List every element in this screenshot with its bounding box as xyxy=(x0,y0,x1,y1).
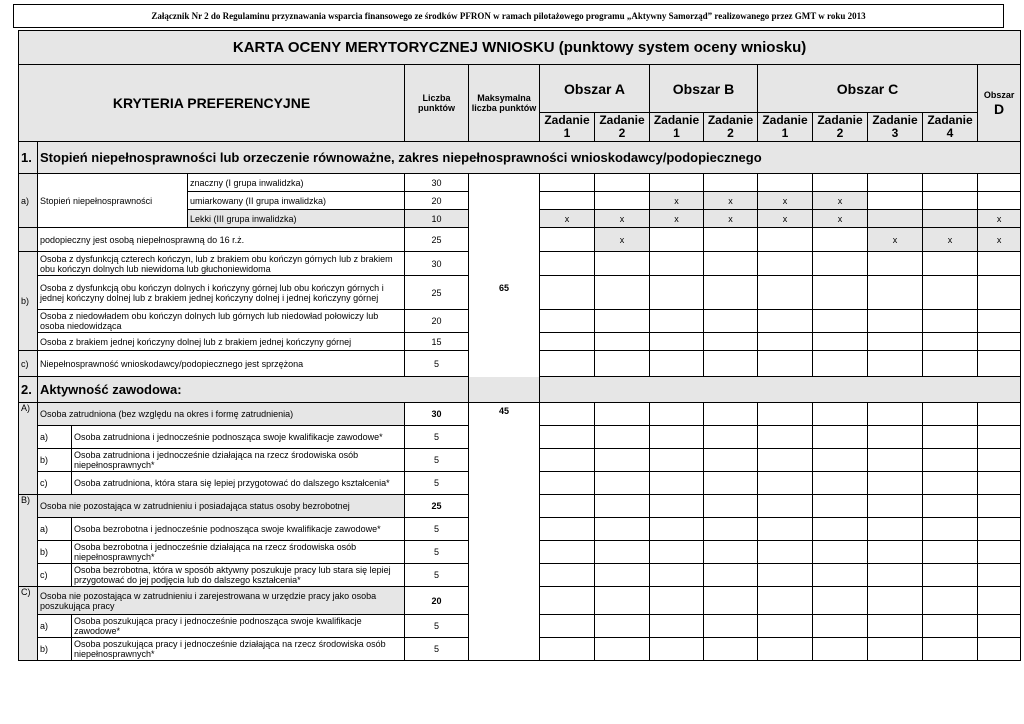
criterion-points: 20 xyxy=(405,192,469,210)
mark-cell xyxy=(704,495,758,518)
mark-cell xyxy=(868,403,923,426)
mark-cell: x xyxy=(758,210,813,228)
mark-cell xyxy=(704,333,758,351)
mark-cell xyxy=(758,228,813,252)
mark-cell xyxy=(758,541,813,564)
mark-cell xyxy=(704,228,758,252)
mark-cell xyxy=(540,351,595,377)
mark-cell xyxy=(978,174,1021,192)
mark-cell xyxy=(540,541,595,564)
sub-text: Osoba zatrudniona, która stara się lepiej przygotować do dalszego kształcenia* xyxy=(72,472,405,495)
mark-cell xyxy=(758,587,813,615)
mark-cell xyxy=(868,252,923,276)
mark-cell xyxy=(813,587,868,615)
mark-cell xyxy=(868,210,923,228)
group-c-label: C) xyxy=(19,587,38,661)
criterion-text: umiarkowany (II grupa inwalidzka) xyxy=(188,192,405,210)
mark-cell xyxy=(704,518,758,541)
task-header: Zadanie 3 xyxy=(868,113,923,142)
mark-cell xyxy=(758,276,813,310)
mark-cell xyxy=(595,310,650,333)
mark-cell xyxy=(923,252,978,276)
mark-cell xyxy=(540,518,595,541)
mark-cell xyxy=(758,449,813,472)
mark-cell xyxy=(595,333,650,351)
mark-cell xyxy=(978,472,1021,495)
criterion-text: Lekki (III grupa inwalidzka) xyxy=(188,210,405,228)
group-text: Osoba zatrudniona (bez względu na okres i formę zatrudnienia) xyxy=(38,403,405,426)
mark-cell xyxy=(868,449,923,472)
mark-cell xyxy=(758,495,813,518)
mark-cell xyxy=(704,426,758,449)
mark-cell xyxy=(813,564,868,587)
sub-points: 5 xyxy=(405,564,469,587)
criterion-text: Osoba z brakiem jednej kończyny dolnej lub z brakiem jednej kończyny górnej xyxy=(38,333,405,351)
mark-cell xyxy=(595,403,650,426)
criterion-points: 30 xyxy=(405,252,469,276)
mark-cell xyxy=(923,587,978,615)
mark-cell: x xyxy=(813,192,868,210)
mark-cell xyxy=(650,615,704,638)
task-header: Zadanie 1 xyxy=(540,113,595,142)
task-header: Zadanie 1 xyxy=(650,113,704,142)
mark-cell xyxy=(923,192,978,210)
mark-cell xyxy=(540,310,595,333)
area-b-header: Obszar B xyxy=(650,65,758,113)
mark-cell xyxy=(595,638,650,661)
mark-cell xyxy=(868,472,923,495)
mark-cell xyxy=(923,449,978,472)
mark-cell xyxy=(540,426,595,449)
sub-text: Osoba zatrudniona i jednocześnie podnosząca swoje kwalifikacje zawodowe* xyxy=(72,426,405,449)
mark-cell xyxy=(978,587,1021,615)
section-1-c-label: c) xyxy=(19,351,38,377)
criterion-text: Osoba z dysfunkcją czterech kończyn, lub z brakiem obu kończyn górnych lub z brakiem obu kończyn dolnych lub niewidoma lub głuchoniewidoma xyxy=(38,252,405,276)
mark-cell xyxy=(704,472,758,495)
area-d-header xyxy=(978,65,1021,142)
mark-cell xyxy=(595,615,650,638)
points-header: Liczba punktów xyxy=(405,65,469,142)
sub-text: Osoba bezrobotna, która w sposób aktywny poszukuje pracy lub stara się lepiej przygotować do jej podjęcia lub do dalszego kształcenia* xyxy=(72,564,405,587)
mark-cell xyxy=(923,333,978,351)
mark-cell xyxy=(868,518,923,541)
evaluation-card-table xyxy=(18,30,1021,661)
mark-cell xyxy=(595,587,650,615)
mark-cell xyxy=(704,252,758,276)
mark-cell xyxy=(813,310,868,333)
mark-cell: x xyxy=(704,192,758,210)
area-d-letter: D xyxy=(994,101,1005,117)
mark-cell xyxy=(868,638,923,661)
criterion-points: 25 xyxy=(405,276,469,310)
mark-cell xyxy=(868,192,923,210)
mark-cell xyxy=(978,638,1021,661)
card-title: KARTA OCENY MERYTORYCZNEJ WNIOSKU (punktowy system oceny wniosku) xyxy=(19,31,1021,65)
criterion-points: 15 xyxy=(405,333,469,351)
mark-cell xyxy=(595,472,650,495)
group-points: 20 xyxy=(405,587,469,615)
mark-cell: x xyxy=(978,210,1021,228)
mark-cell xyxy=(704,449,758,472)
blank-cell xyxy=(19,228,38,252)
mark-cell xyxy=(758,174,813,192)
mark-cell xyxy=(813,638,868,661)
mark-cell: x xyxy=(540,210,595,228)
mark-cell xyxy=(704,541,758,564)
mark-cell xyxy=(704,310,758,333)
mark-cell xyxy=(758,333,813,351)
sub-points: 5 xyxy=(405,426,469,449)
mark-cell xyxy=(650,228,704,252)
sub-points: 5 xyxy=(405,472,469,495)
sub-points: 5 xyxy=(405,541,469,564)
mark-cell xyxy=(540,638,595,661)
mark-cell xyxy=(758,403,813,426)
mark-cell xyxy=(650,495,704,518)
mark-cell xyxy=(978,564,1021,587)
mark-cell xyxy=(758,638,813,661)
mark-cell xyxy=(540,564,595,587)
mark-cell xyxy=(813,351,868,377)
mark-cell xyxy=(650,403,704,426)
criterion-text: Niepełnosprawność wnioskodawcy/podopiecznego jest sprzężona xyxy=(38,351,405,377)
mark-cell xyxy=(758,426,813,449)
mark-cell xyxy=(978,449,1021,472)
section-2-max-points: 45 xyxy=(469,403,540,661)
mark-cell xyxy=(595,351,650,377)
mark-cell xyxy=(868,310,923,333)
mark-cell xyxy=(978,252,1021,276)
group-text: Osoba nie pozostająca w zatrudnieniu i posiadająca status osoby bezrobotnej xyxy=(38,495,405,518)
mark-cell xyxy=(813,472,868,495)
mark-cell xyxy=(704,615,758,638)
mark-cell xyxy=(595,426,650,449)
disability-degree-label: Stopień niepełnosprawności xyxy=(38,174,188,228)
mark-cell xyxy=(595,449,650,472)
mark-cell xyxy=(978,276,1021,310)
mark-cell xyxy=(650,587,704,615)
mark-cell xyxy=(540,495,595,518)
mark-cell xyxy=(650,426,704,449)
mark-cell xyxy=(758,351,813,377)
mark-cell xyxy=(704,351,758,377)
mark-cell xyxy=(650,252,704,276)
mark-cell xyxy=(704,587,758,615)
mark-cell xyxy=(868,333,923,351)
sub-text: Osoba zatrudniona i jednocześnie działająca na rzecz środowiska osób niepełnosprawnych* xyxy=(72,449,405,472)
sub-points: 5 xyxy=(405,449,469,472)
area-c-header: Obszar C xyxy=(758,65,978,113)
mark-cell xyxy=(758,518,813,541)
mark-cell xyxy=(650,541,704,564)
mark-cell xyxy=(704,276,758,310)
section-1-title: Stopień niepełnosprawności lub orzeczenie równoważne, zakres niepełnosprawności wnioskodawcy/podopiecznego xyxy=(38,142,1021,174)
mark-cell xyxy=(704,564,758,587)
task-header: Zadanie 2 xyxy=(595,113,650,142)
mark-cell: x xyxy=(923,228,978,252)
sub-points: 5 xyxy=(405,615,469,638)
mark-cell xyxy=(923,210,978,228)
sub-label: b) xyxy=(38,638,72,661)
criteria-header: KRYTERIA PREFERENCYJNE xyxy=(19,65,405,142)
mark-cell xyxy=(540,333,595,351)
criterion-points: 5 xyxy=(405,351,469,377)
mark-cell xyxy=(813,518,868,541)
sub-text: Osoba bezrobotna i jednocześnie podnosząca swoje kwalifikacje zawodowe* xyxy=(72,518,405,541)
mark-cell xyxy=(540,403,595,426)
section-1-b-label: b) xyxy=(19,252,38,351)
mark-cell xyxy=(923,541,978,564)
mark-cell: x xyxy=(704,210,758,228)
mark-cell xyxy=(540,174,595,192)
section-1-number: 1. xyxy=(19,142,38,174)
mark-cell xyxy=(595,174,650,192)
attachment-header: Załącznik Nr 2 do Regulaminu przyznawania wsparcia finansowego ze środków PFRON w ramach pilotażowego programu „Aktywny Samorząd” realizowanego przez GMT w roku 2013 xyxy=(13,4,1004,28)
task-header: Zadanie 2 xyxy=(704,113,758,142)
mark-cell xyxy=(923,174,978,192)
mark-cell xyxy=(595,495,650,518)
mark-cell xyxy=(923,426,978,449)
section-2-number: 2. xyxy=(19,377,38,403)
mark-cell xyxy=(595,252,650,276)
mark-cell xyxy=(595,518,650,541)
mark-cell xyxy=(650,564,704,587)
group-a-label: A) xyxy=(19,403,38,495)
mark-cell xyxy=(540,615,595,638)
mark-cell xyxy=(813,495,868,518)
area-a-header: Obszar A xyxy=(540,65,650,113)
section-1-max-points: 65 xyxy=(469,174,540,403)
mark-cell xyxy=(540,472,595,495)
mark-cell xyxy=(868,495,923,518)
group-text: Osoba nie pozostająca w zatrudnieniu i zarejestrowana w urzędzie pracy jako osoba poszukująca pracy xyxy=(38,587,405,615)
mark-cell xyxy=(923,638,978,661)
sub-text: Osoba bezrobotna i jednocześnie działająca na rzecz środowiska osób niepełnosprawnych* xyxy=(72,541,405,564)
mark-cell xyxy=(595,564,650,587)
mark-cell xyxy=(758,310,813,333)
mark-cell xyxy=(540,587,595,615)
mark-cell xyxy=(978,615,1021,638)
criterion-points: 10 xyxy=(405,210,469,228)
mark-cell xyxy=(758,472,813,495)
sub-label: a) xyxy=(38,615,72,638)
task-header: Zadanie 4 xyxy=(923,113,978,142)
mark-cell xyxy=(650,333,704,351)
task-header: Zadanie 2 xyxy=(813,113,868,142)
mark-cell xyxy=(650,472,704,495)
mark-cell: x xyxy=(978,228,1021,252)
mark-cell xyxy=(813,426,868,449)
criterion-points: 30 xyxy=(405,174,469,192)
criterion-text: znaczny (I grupa inwalidzka) xyxy=(188,174,405,192)
sub-label: b) xyxy=(38,541,72,564)
section-2-title: Aktywność zawodowa: xyxy=(38,377,1021,403)
mark-cell: x xyxy=(595,210,650,228)
mark-cell xyxy=(650,638,704,661)
criterion-points: 20 xyxy=(405,310,469,333)
mark-cell xyxy=(758,252,813,276)
mark-cell xyxy=(540,449,595,472)
mark-cell xyxy=(540,252,595,276)
mark-cell xyxy=(540,276,595,310)
mark-cell xyxy=(595,192,650,210)
mark-cell: x xyxy=(595,228,650,252)
mark-cell xyxy=(868,426,923,449)
mark-cell xyxy=(923,615,978,638)
mark-cell: x xyxy=(868,228,923,252)
mark-cell xyxy=(923,495,978,518)
mark-cell: x xyxy=(758,192,813,210)
section-1-a-label: a) xyxy=(19,174,38,228)
sub-points: 5 xyxy=(405,518,469,541)
mark-cell xyxy=(868,564,923,587)
mark-cell xyxy=(923,472,978,495)
group-points: 30 xyxy=(405,403,469,426)
group-points: 25 xyxy=(405,495,469,518)
mark-cell xyxy=(868,615,923,638)
sub-label: b) xyxy=(38,449,72,472)
mark-cell: x xyxy=(813,210,868,228)
mark-cell xyxy=(704,174,758,192)
criterion-text: podopieczny jest osobą niepełnosprawną do 16 r.ż. xyxy=(38,228,405,252)
mark-cell xyxy=(650,449,704,472)
mark-cell xyxy=(595,276,650,310)
mark-cell xyxy=(868,541,923,564)
mark-cell xyxy=(923,518,978,541)
mark-cell xyxy=(978,333,1021,351)
mark-cell xyxy=(978,495,1021,518)
mark-cell xyxy=(758,564,813,587)
mark-cell xyxy=(813,228,868,252)
mark-cell: x xyxy=(650,192,704,210)
sub-text: Osoba poszukująca pracy i jednocześnie podnosząca swoje kwalifikacje zawodowe* xyxy=(72,615,405,638)
mark-cell xyxy=(813,615,868,638)
mark-cell xyxy=(650,276,704,310)
mark-cell xyxy=(704,403,758,426)
mark-cell xyxy=(650,351,704,377)
mark-cell xyxy=(978,426,1021,449)
mark-cell xyxy=(978,192,1021,210)
mark-cell xyxy=(868,174,923,192)
mark-cell xyxy=(868,351,923,377)
max-points-header: Maksymalna liczba punktów xyxy=(469,65,540,142)
criterion-text: Osoba z dysfunkcją obu kończyn dolnych i kończyny górnej lub obu kończyn górnych i jednej kończyny dolnej lub z brakiem jednej kończyny dolnej i jednej kończyny górnej xyxy=(38,276,405,310)
mark-cell xyxy=(650,518,704,541)
mark-cell xyxy=(540,192,595,210)
mark-cell xyxy=(978,403,1021,426)
sub-label: a) xyxy=(38,426,72,449)
mark-cell xyxy=(758,615,813,638)
mark-cell xyxy=(923,351,978,377)
mark-cell xyxy=(868,276,923,310)
mark-cell xyxy=(978,310,1021,333)
mark-cell xyxy=(650,174,704,192)
mark-cell xyxy=(868,587,923,615)
mark-cell xyxy=(923,276,978,310)
mark-cell xyxy=(540,228,595,252)
mark-cell xyxy=(813,252,868,276)
area-d-label: Obszar xyxy=(983,90,1015,100)
mark-cell xyxy=(813,333,868,351)
mark-cell xyxy=(704,638,758,661)
mark-cell xyxy=(978,541,1021,564)
mark-cell: x xyxy=(650,210,704,228)
mark-cell xyxy=(813,541,868,564)
mark-cell xyxy=(813,174,868,192)
sub-label: a) xyxy=(38,518,72,541)
group-b-label: B) xyxy=(19,495,38,587)
criterion-text: Osoba z niedowładem obu kończyn dolnych lub górnych lub niedowład połowiczy lub osoba niedowidząca xyxy=(38,310,405,333)
mark-cell xyxy=(813,276,868,310)
mark-cell xyxy=(923,564,978,587)
criterion-points: 25 xyxy=(405,228,469,252)
mark-cell xyxy=(923,310,978,333)
mark-cell xyxy=(650,310,704,333)
sub-points: 5 xyxy=(405,638,469,661)
mark-cell xyxy=(813,449,868,472)
sub-label: c) xyxy=(38,564,72,587)
task-header: Zadanie 1 xyxy=(758,113,813,142)
mark-cell xyxy=(978,351,1021,377)
sub-text: Osoba poszukująca pracy i jednocześnie działająca na rzecz środowiska osób niepełnosprawnych* xyxy=(72,638,405,661)
mark-cell xyxy=(595,541,650,564)
sub-label: c) xyxy=(38,472,72,495)
mark-cell xyxy=(813,403,868,426)
mark-cell xyxy=(978,518,1021,541)
mark-cell xyxy=(923,403,978,426)
